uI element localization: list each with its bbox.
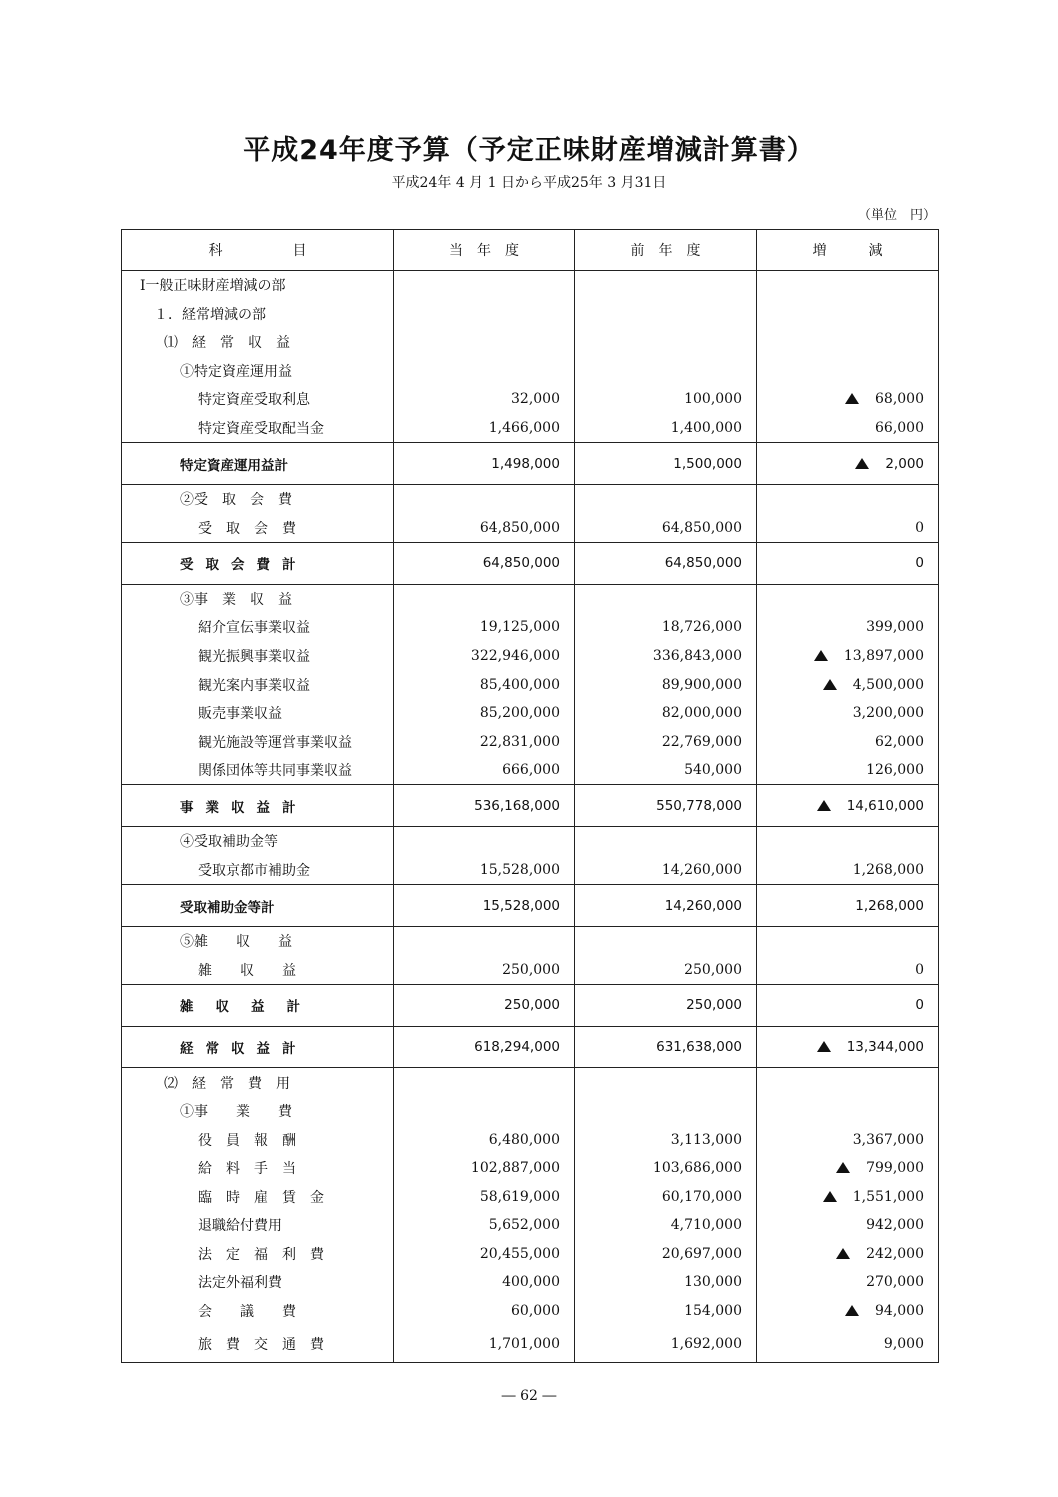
change-value-text: 0 [915,519,924,536]
row-label-text: 法定外福利費 [198,1275,282,1292]
decrease-triangle-icon [817,1041,831,1052]
table-header-row [122,230,939,271]
change-value [757,300,939,329]
current-year-value [394,357,575,386]
row-label [122,984,394,1026]
previous-year-value [575,926,757,955]
current-year-value: 19,125,000 [394,613,575,642]
row-label-text: 経常収益計 [180,1041,308,1058]
change-value [757,670,939,699]
table-row [122,513,939,542]
row-label-text: ④受取補助金等 [180,834,278,851]
row-label [122,513,394,542]
change-value-text: 13,897,000 [843,647,924,664]
current-year-value: 666,000 [394,756,575,785]
table-row [122,1183,939,1212]
row-label-text: ⑤雑 収 益 [180,934,292,951]
current-year-value: 400,000 [394,1268,575,1297]
change-value [757,699,939,728]
decrease-triangle-icon [836,1162,850,1173]
row-label [122,1240,394,1269]
page-number: ― 62 ― [501,1388,557,1404]
row-label [122,926,394,955]
row-label-text: 臨 時 雇 賃 金 [198,1189,324,1206]
row-label [122,1183,394,1212]
table-row [122,584,939,613]
change-value [757,1026,939,1068]
table-row [122,727,939,756]
row-label [122,670,394,699]
change-value [757,1068,939,1097]
row-label-text: 会 議 費 [198,1303,296,1320]
budget-table [121,229,939,1363]
change-value [757,885,939,927]
row-label [122,827,394,856]
decrease-triangle-icon [855,458,869,469]
table-row [122,1126,939,1155]
table-row [122,1268,939,1297]
change-value-text: 1,268,000 [852,861,924,878]
row-label [122,357,394,386]
change-value [757,1297,939,1326]
subtotal-row [122,785,939,827]
change-value-text: 62,000 [875,733,924,750]
change-value [757,584,939,613]
table-row [122,1097,939,1126]
current-year-value: 58,619,000 [394,1183,575,1212]
change-value [757,484,939,513]
row-label [122,1068,394,1097]
previous-year-value: 64,850,000 [575,542,757,584]
change-value-text: 3,367,000 [852,1131,924,1148]
change-value-text: 4,500,000 [852,676,924,693]
change-value-text: 0 [915,555,924,572]
row-label [122,699,394,728]
change-value-text: 1,268,000 [855,897,924,914]
current-year-value [394,271,575,300]
row-label [122,484,394,513]
previous-year-value: 4,710,000 [575,1211,757,1240]
row-label-text: 受取補助金等計 [180,899,275,916]
previous-year-value [575,271,757,300]
change-value [757,1211,939,1240]
change-value [757,1154,939,1183]
previous-year-value [575,584,757,613]
change-value-text: 270,000 [866,1274,924,1291]
row-label-text: 紹介宣伝事業収益 [198,620,310,637]
previous-year-value: 100,000 [575,385,757,414]
row-label [122,1268,394,1297]
previous-year-value: 631,638,000 [575,1026,757,1068]
table-row [122,1240,939,1269]
previous-year-value: 103,686,000 [575,1154,757,1183]
current-year-value: 22,831,000 [394,727,575,756]
current-year-value: 1,701,000 [394,1325,575,1362]
row-label [122,1211,394,1240]
row-label [122,756,394,785]
current-year-value [394,484,575,513]
previous-year-value: 250,000 [575,955,757,984]
previous-year-value: 336,843,000 [575,642,757,671]
unit-label: （単位 円） [857,208,936,223]
change-value [757,443,939,485]
table-row [122,385,939,414]
current-year-value: 6,480,000 [394,1126,575,1155]
row-label-text: 販売事業収益 [198,706,282,723]
previous-year-value [575,1097,757,1126]
row-label-text: 給 料 手 当 [198,1161,296,1178]
row-label [122,1154,394,1183]
change-value-text: 126,000 [866,762,924,779]
subtotal-row [122,542,939,584]
previous-year-value [575,357,757,386]
current-year-value: 64,850,000 [394,513,575,542]
row-label-text: 受取会費計 [180,557,308,574]
current-year-value [394,328,575,357]
row-label-text: 特定資産受取利息 [198,392,310,409]
current-year-value: 250,000 [394,955,575,984]
row-label-text: 事業収益計 [180,799,308,816]
row-label-text: 旅 費 交 通 費 [198,1336,324,1353]
row-label [122,542,394,584]
row-label [122,385,394,414]
table-row [122,328,939,357]
change-value [757,414,939,443]
change-value [757,984,939,1026]
change-value-text: 3,200,000 [852,705,924,722]
previous-year-value: 64,850,000 [575,513,757,542]
table-row [122,484,939,513]
row-label-text: Ⅰ一般正味財産増減の部 [140,278,286,295]
row-label [122,300,394,329]
row-label-text: ②受 取 会 費 [180,492,292,509]
row-label-text: １．経常増減の部 [154,306,266,323]
table-row [122,1068,939,1097]
current-year-value: 1,466,000 [394,414,575,443]
table-row [122,1297,939,1326]
change-value-text: 13,344,000 [846,1039,924,1056]
row-label-text: 退職給付費用 [198,1218,282,1235]
decrease-triangle-icon [845,393,859,404]
row-label [122,955,394,984]
subtotal-row [122,885,939,927]
current-year-value: 15,528,000 [394,856,575,885]
row-label-text: ⑴ 経 常 収 益 [164,335,290,352]
table-row [122,1325,939,1362]
previous-year-value: 1,400,000 [575,414,757,443]
change-value [757,385,939,414]
table-row [122,300,939,329]
table-row [122,699,939,728]
table-body [122,271,939,1363]
change-value [757,785,939,827]
row-label [122,584,394,613]
previous-year-value [575,1068,757,1097]
change-value [757,856,939,885]
change-value [757,1126,939,1155]
row-label [122,328,394,357]
row-label-text: ①特定資産運用益 [180,363,292,380]
subtotal-row [122,1026,939,1068]
change-value-text: 242,000 [866,1245,924,1262]
row-label-text: 観光施設等運営事業収益 [198,734,352,751]
row-label [122,642,394,671]
table-row [122,357,939,386]
table-row [122,414,939,443]
header-previous-year: 前 年 度 [575,230,757,271]
current-year-value: 250,000 [394,984,575,1026]
change-value [757,613,939,642]
row-label [122,885,394,927]
previous-year-value: 60,170,000 [575,1183,757,1212]
previous-year-value: 1,692,000 [575,1325,757,1362]
change-value-text: 66,000 [875,419,924,436]
row-label [122,1097,394,1126]
previous-year-value: 550,778,000 [575,785,757,827]
change-value-text: 799,000 [866,1160,924,1177]
current-year-value [394,300,575,329]
current-year-value: 536,168,000 [394,785,575,827]
current-year-value [394,1068,575,1097]
change-value [757,642,939,671]
page-title: 平成24年度予算（予定正味財産増減計算書） [243,135,815,166]
row-label-text: 観光振興事業収益 [198,648,310,665]
previous-year-value: 20,697,000 [575,1240,757,1269]
row-label [122,414,394,443]
previous-year-value: 154,000 [575,1297,757,1326]
row-label [122,613,394,642]
row-label-text: 雑収益計 [180,999,322,1016]
change-value [757,1183,939,1212]
previous-year-value: 130,000 [575,1268,757,1297]
current-year-value [394,1097,575,1126]
current-year-value [394,584,575,613]
change-value [757,1097,939,1126]
previous-year-value: 82,000,000 [575,699,757,728]
change-value [757,357,939,386]
table-row [122,1211,939,1240]
table-row [122,670,939,699]
row-label [122,1297,394,1326]
row-label-text: 関係団体等共同事業収益 [198,763,352,780]
row-label-text: 役 員 報 酬 [198,1132,296,1149]
current-year-value: 15,528,000 [394,885,575,927]
decrease-triangle-icon [845,1305,859,1316]
current-year-value: 20,455,000 [394,1240,575,1269]
current-year-value: 618,294,000 [394,1026,575,1068]
change-value-text: 9,000 [883,1335,924,1352]
change-value-text: 0 [915,997,924,1014]
subtotal-row [122,443,939,485]
row-label [122,271,394,300]
previous-year-value: 250,000 [575,984,757,1026]
previous-year-value [575,484,757,513]
current-year-value: 32,000 [394,385,575,414]
change-value [757,328,939,357]
previous-year-value: 89,900,000 [575,670,757,699]
current-year-value [394,926,575,955]
table-row [122,1154,939,1183]
row-label-text: ⑵ 経 常 費 用 [164,1075,290,1092]
table-row [122,756,939,785]
period-subtitle: 平成24年 4 月 1 日から平成25年 3 月31日 [391,175,667,191]
change-value [757,756,939,785]
previous-year-value [575,328,757,357]
table-row [122,827,939,856]
row-label [122,1126,394,1155]
previous-year-value: 3,113,000 [575,1126,757,1155]
row-label-text: 特定資産運用益計 [180,457,288,474]
row-label-text: 受取京都市補助金 [198,862,310,879]
table-row [122,955,939,984]
current-year-value: 60,000 [394,1297,575,1326]
row-label [122,785,394,827]
header-change: 増 減 [757,230,939,271]
row-label [122,727,394,756]
change-value [757,727,939,756]
row-label [122,1026,394,1068]
previous-year-value [575,827,757,856]
row-label-text: 法 定 福 利 費 [198,1246,324,1263]
subtotal-row [122,984,939,1026]
row-label [122,443,394,485]
decrease-triangle-icon [814,650,828,661]
current-year-value: 85,400,000 [394,670,575,699]
row-label-text: 雑 収 益 [198,962,296,979]
previous-year-value: 1,500,000 [575,443,757,485]
current-year-value: 5,652,000 [394,1211,575,1240]
change-value-text: 1,551,000 [852,1188,924,1205]
header-subject: 科 目 [122,230,394,271]
change-value-text: 94,000 [875,1302,924,1319]
previous-year-value: 540,000 [575,756,757,785]
previous-year-value [575,300,757,329]
current-year-value: 102,887,000 [394,1154,575,1183]
table-row [122,271,939,300]
previous-year-value: 18,726,000 [575,613,757,642]
change-value [757,1325,939,1362]
row-label [122,1325,394,1362]
change-value [757,271,939,300]
current-year-value: 64,850,000 [394,542,575,584]
row-label-text: 特定資産受取配当金 [198,420,324,437]
row-label-text: 観光案内事業収益 [198,677,310,694]
previous-year-value: 14,260,000 [575,885,757,927]
change-value [757,542,939,584]
table-row [122,613,939,642]
change-value [757,1268,939,1297]
change-value [757,827,939,856]
change-value-text: 0 [915,961,924,978]
current-year-value: 85,200,000 [394,699,575,728]
row-label-text: ①事 業 費 [180,1104,292,1121]
change-value-text: 399,000 [866,619,924,636]
header-current-year: 当 年 度 [394,230,575,271]
current-year-value: 1,498,000 [394,443,575,485]
change-value-text: 14,610,000 [846,797,924,814]
current-year-value [394,827,575,856]
change-value-text: 2,000 [885,455,924,472]
change-value-text: 68,000 [875,391,924,408]
change-value [757,926,939,955]
change-value [757,955,939,984]
table-row [122,642,939,671]
decrease-triangle-icon [823,679,837,690]
change-value [757,513,939,542]
current-year-value: 322,946,000 [394,642,575,671]
table-row [122,856,939,885]
row-label-text: ③事 業 収 益 [180,591,292,608]
decrease-triangle-icon [823,1191,837,1202]
change-value [757,1240,939,1269]
change-value-text: 942,000 [866,1217,924,1234]
row-label-text: 受 取 会 費 [198,520,296,537]
decrease-triangle-icon [836,1248,850,1259]
previous-year-value: 14,260,000 [575,856,757,885]
table-row [122,926,939,955]
previous-year-value: 22,769,000 [575,727,757,756]
decrease-triangle-icon [817,800,831,811]
row-label [122,856,394,885]
